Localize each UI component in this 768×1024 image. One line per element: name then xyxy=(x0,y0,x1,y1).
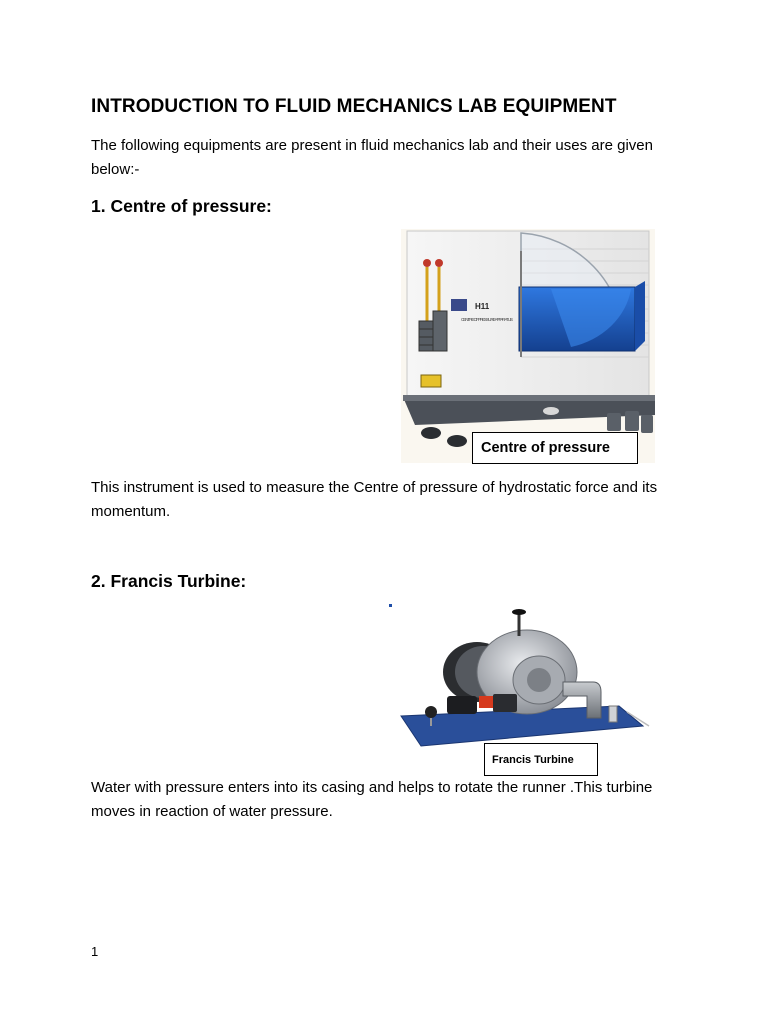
apparatus-name-label: CENTRE OF PRESSURE APPARATUS xyxy=(461,317,513,322)
centre-of-pressure-image xyxy=(401,229,655,463)
francis-turbine-caption: Francis Turbine xyxy=(484,743,598,776)
page-number: 1 xyxy=(91,944,99,959)
document-title: INTRODUCTION TO FLUID MECHANICS LAB EQUIPMENT xyxy=(91,96,617,117)
apparatus-model-label: H11 xyxy=(475,302,490,311)
centre-of-pressure-description: This instrument is used to measure the Centre of pressure of hydrostatic force and its momentum. xyxy=(91,479,658,520)
centre-of-pressure-caption: Centre of pressure xyxy=(472,432,638,464)
francis-turbine-image xyxy=(387,600,657,750)
francis-turbine-description: Water with pressure enters into its casing and helps to rotate the runner .This turbine moves in reaction of water pressure. xyxy=(91,779,653,820)
section-heading-centre-of-pressure: 1. Centre of pressure: xyxy=(91,196,272,216)
intro-paragraph: The following equipments are present in fluid mechanics lab and their uses are given below:- xyxy=(91,137,653,178)
section-heading-francis-turbine: 2. Francis Turbine: xyxy=(91,571,247,591)
